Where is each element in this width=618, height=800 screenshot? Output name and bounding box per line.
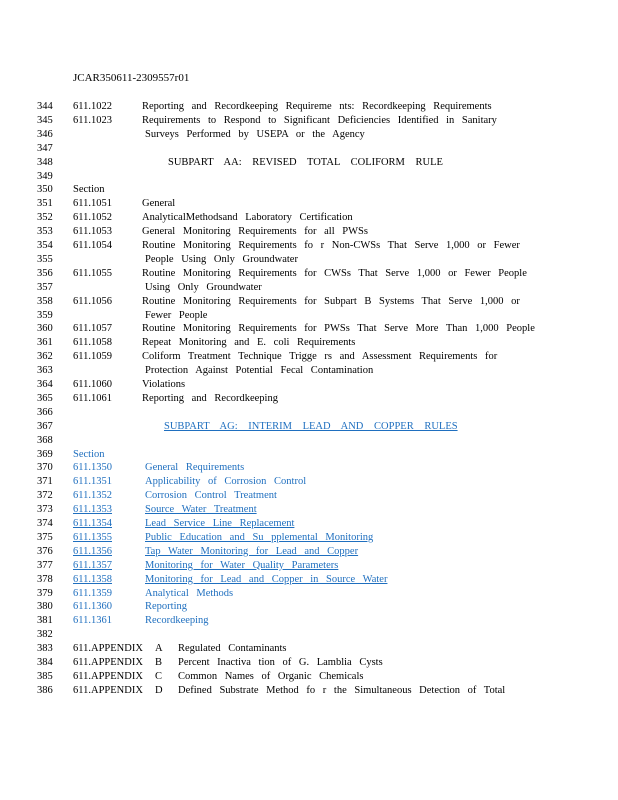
section-title-continued: Using Only Groundwater	[145, 281, 262, 293]
line-number: 375	[37, 531, 53, 543]
section-number: Section	[73, 184, 105, 196]
line-number: 358	[37, 295, 53, 307]
section-number: 611.1055	[73, 267, 112, 279]
section-number: 611.1023	[73, 114, 112, 126]
line-number: 362	[37, 351, 53, 363]
line-number: 361	[37, 337, 53, 349]
line-number: 351	[37, 198, 53, 210]
line-number: 370	[37, 462, 53, 474]
line-number: 357	[37, 281, 53, 293]
section-number: 611.1060	[73, 379, 112, 390]
line-number: 352	[37, 212, 53, 224]
appendix-letter: B	[155, 657, 163, 668]
section-number: 611.1052	[73, 212, 112, 224]
section-number: 611.1059	[73, 351, 112, 363]
line-344	[37, 100, 597, 114]
line-number: 378	[37, 573, 53, 585]
line-number: 371	[37, 476, 53, 488]
line-number: 346	[37, 128, 53, 140]
line-369	[37, 448, 597, 462]
line-382	[37, 628, 597, 642]
appendix-title: Common Names of Organic Chemicals	[178, 670, 364, 682]
line-number: 373	[37, 504, 53, 516]
appendix-title: Defined Substrate Method fo r the Simultaneous Detection of Total	[178, 684, 506, 696]
line-number: 385	[37, 670, 53, 682]
document-header: JCAR350611-2309557r01	[73, 72, 190, 84]
appendix-label: 611.APPENDIX	[73, 657, 143, 668]
section-title-inserted: Monitoring for Water Quality Parameters	[145, 559, 339, 571]
line-number: 366	[37, 406, 53, 418]
line-350	[37, 183, 597, 197]
section-number-inserted: 611.1355	[73, 531, 112, 543]
line-376	[37, 545, 597, 559]
line-353	[37, 225, 597, 239]
line-number: 359	[37, 309, 53, 321]
section-title-inserted: Source Water Treatment	[145, 504, 257, 516]
line-number: 348	[37, 156, 53, 168]
line-358	[37, 295, 597, 309]
line-number: 353	[37, 226, 53, 238]
section-title-inserted: Corrosion Control Treatment	[145, 490, 277, 502]
section-number-inserted: 611.1356	[73, 545, 112, 557]
line-355	[37, 253, 597, 267]
line-361	[37, 336, 597, 350]
section-title: Routine Monitoring Requirements fo r Non-CWSs That Serve 1,000 or Fewer	[142, 240, 520, 251]
line-363	[37, 364, 597, 378]
subpart-heading: SUBPART AA: REVISED TOTAL COLIFORM RULE	[168, 156, 443, 168]
line-360	[37, 322, 597, 336]
line-378	[37, 573, 597, 587]
section-number: 611.1053	[73, 226, 112, 238]
line-number: 380	[37, 601, 53, 613]
line-371	[37, 475, 597, 489]
section-title-continued: Protection Against Potential Fecal Contamination	[145, 365, 374, 377]
section-number-inserted: 611.1357	[73, 559, 112, 571]
section-title: Reporting and Recordkeeping	[142, 392, 278, 404]
line-348	[37, 156, 597, 170]
line-384	[37, 656, 597, 670]
section-title-inserted: Analytical Methods	[145, 587, 234, 599]
line-365	[37, 392, 597, 406]
line-number: 381	[37, 615, 53, 627]
line-number: 379	[37, 587, 53, 599]
section-number: 611.1054	[73, 240, 112, 251]
line-number: 364	[37, 379, 53, 390]
section-title-inserted: Tap Water Monitoring for Lead and Copper	[145, 545, 359, 557]
appendix-letter: A	[155, 643, 163, 655]
line-number: 372	[37, 490, 53, 502]
section-title: Routine Monitoring Requirements for Subpart B Systems That Serve 1,000 or	[142, 295, 520, 307]
section-title: Routine Monitoring Requirements for PWSs That Serve More Than 1,000 People	[142, 323, 535, 335]
section-title: Routine Monitoring Requirements for CWSs That Serve 1,000 or Fewer People	[142, 267, 527, 279]
line-367	[37, 420, 597, 434]
line-number: 386	[37, 684, 53, 696]
subpart-heading-inserted: SUBPART AG: INTERIM LEAD AND COPPER RULES	[164, 420, 458, 432]
line-number: 345	[37, 114, 53, 126]
section-number-inserted: 611.1359	[73, 587, 112, 599]
line-373	[37, 503, 597, 517]
section-title-inserted: General Requirements	[145, 462, 245, 474]
section-title: Repeat Monitoring and E. coli Requirements	[142, 337, 356, 349]
line-number: 369	[37, 448, 53, 460]
line-385	[37, 670, 597, 684]
line-381	[37, 614, 597, 628]
line-number: 363	[37, 365, 53, 377]
line-372	[37, 489, 597, 503]
line-number: 360	[37, 323, 53, 335]
section-title-inserted: Applicability of Corrosion Control	[145, 476, 307, 488]
section-title: Violations	[142, 379, 186, 390]
line-370	[37, 461, 597, 475]
line-number: 349	[37, 170, 53, 182]
section-title-continued: Surveys Performed by USEPA or the Agency	[145, 128, 365, 140]
section-number-inserted: 611.1360	[73, 601, 112, 613]
line-347	[37, 142, 597, 156]
line-374	[37, 517, 597, 531]
section-title-inserted: Reporting	[145, 601, 187, 613]
appendix-title: Regulated Contaminants	[178, 643, 287, 655]
appendix-label: 611.APPENDIX	[73, 670, 143, 682]
line-number: 382	[37, 629, 53, 641]
section-number-inserted: 611.1358	[73, 573, 112, 585]
line-349	[37, 170, 597, 184]
line-368	[37, 434, 597, 448]
section-title-inserted: Monitoring for Lead and Copper in Source Water	[145, 573, 388, 585]
appendix-label: 611.APPENDIX	[73, 684, 143, 696]
line-number: 354	[37, 240, 53, 251]
section-number-inserted: Section	[73, 448, 105, 460]
section-number-inserted: 611.1361	[73, 615, 112, 627]
line-number: 368	[37, 434, 53, 446]
line-number: 350	[37, 184, 53, 196]
line-383	[37, 642, 597, 656]
line-351	[37, 197, 597, 211]
section-number-inserted: 611.1354	[73, 518, 112, 529]
appendix-letter: C	[155, 670, 163, 682]
section-title-inserted: Recordkeeping	[145, 615, 209, 627]
section-title: Coliform Treatment Technique Trigge rs and Assessment Requirements for	[142, 351, 498, 363]
section-title-inserted: Public Education and Su pplemental Monitoring	[145, 531, 374, 543]
section-number: 611.1056	[73, 295, 112, 307]
line-number: 355	[37, 253, 53, 265]
line-380	[37, 600, 597, 614]
line-352	[37, 211, 597, 225]
section-title: Requirements to Respond to Significant Deficiencies Identified in Sanitary	[142, 114, 497, 126]
section-number: 611.1022	[73, 101, 112, 112]
line-377	[37, 559, 597, 573]
line-357	[37, 281, 597, 295]
line-number: 347	[37, 142, 53, 154]
line-number: 376	[37, 545, 53, 557]
appendix-letter: D	[155, 684, 163, 696]
line-number: 383	[37, 643, 53, 655]
line-379	[37, 587, 597, 601]
line-number: 384	[37, 657, 53, 668]
line-356	[37, 267, 597, 281]
line-346	[37, 128, 597, 142]
section-title-inserted: Lead Service Line Replacement	[145, 518, 295, 529]
section-title: Reporting and Recordkeeping Requireme nts: Recordkeeping Requirements	[142, 101, 492, 112]
section-number: 611.1058	[73, 337, 112, 349]
section-number: 611.1051	[73, 198, 112, 210]
line-366	[37, 406, 597, 420]
line-362	[37, 350, 597, 364]
line-number: 374	[37, 518, 53, 529]
section-number-inserted: 611.1353	[73, 504, 112, 516]
line-345	[37, 114, 597, 128]
section-number: 611.1057	[73, 323, 112, 335]
section-title: AnalyticalMethodsand Laboratory Certification	[142, 212, 353, 224]
appendix-title: Percent Inactiva tion of G. Lamblia Cysts	[178, 657, 383, 668]
line-number: 377	[37, 559, 53, 571]
line-359	[37, 309, 597, 323]
line-364	[37, 378, 597, 392]
line-number: 367	[37, 420, 53, 432]
section-title: General Monitoring Requirements for all PWSs	[142, 226, 368, 238]
line-number: 365	[37, 392, 53, 404]
line-354	[37, 239, 597, 253]
line-number: 344	[37, 101, 53, 112]
section-number-inserted: 611.1352	[73, 490, 112, 502]
section-number: 611.1061	[73, 392, 112, 404]
section-number-inserted: 611.1351	[73, 476, 112, 488]
line-386	[37, 684, 597, 698]
section-title-continued: People Using Only Groundwater	[145, 253, 298, 265]
line-375	[37, 531, 597, 545]
section-title: General	[142, 198, 176, 210]
line-number: 356	[37, 267, 53, 279]
appendix-label: 611.APPENDIX	[73, 643, 143, 655]
section-number-inserted: 611.1350	[73, 462, 112, 474]
section-title-continued: Fewer People	[145, 309, 208, 321]
